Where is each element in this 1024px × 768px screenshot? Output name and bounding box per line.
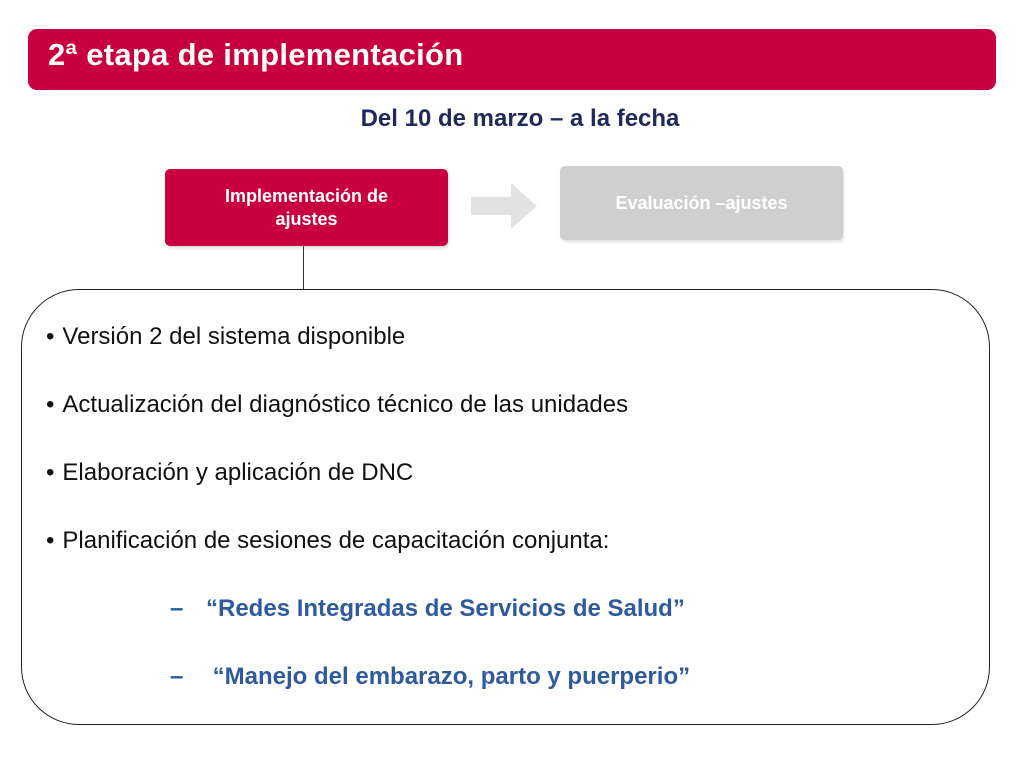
sub-item-text: “Redes Integradas de Servicios de Salud” (206, 595, 685, 622)
bullet-marker: • (46, 459, 55, 486)
step-evaluation-box (560, 166, 843, 240)
title-bar (28, 29, 996, 90)
content-panel (21, 289, 990, 725)
bullet-item (46, 527, 609, 555)
bullet-text: Actualización del diagnóstico técnico de las unidades (62, 391, 629, 418)
bullet-item (46, 391, 628, 419)
step-implementation-box (165, 169, 448, 246)
bullet-marker: • (46, 391, 55, 418)
bullet-marker: • (46, 323, 55, 350)
sub-item-text: “Manejo del embarazo, parto y puerperio” (206, 663, 691, 690)
connector-line (303, 246, 304, 290)
dash-marker: – (170, 663, 184, 690)
bullet-item (46, 323, 405, 351)
bullet-text: Planificación de sesiones de capacitación conjunta: (62, 527, 610, 554)
sub-item (170, 663, 690, 691)
slide-title: 2ª etapa de implementación (48, 37, 464, 72)
bullet-item (46, 459, 413, 487)
sub-item (170, 595, 685, 623)
step-implementation-label: Implementación de ajustes (224, 185, 389, 229)
bullet-text: Elaboración y aplicación de DNC (62, 459, 414, 486)
bullet-marker: • (46, 527, 55, 554)
right-arrow-icon (471, 183, 537, 229)
dash-marker: – (170, 595, 184, 622)
date-range-subtitle: Del 10 de marzo – a la fecha (360, 105, 680, 132)
bullet-text: Versión 2 del sistema disponible (62, 323, 406, 350)
step-evaluation-label: Evaluación –ajustes (615, 192, 788, 213)
